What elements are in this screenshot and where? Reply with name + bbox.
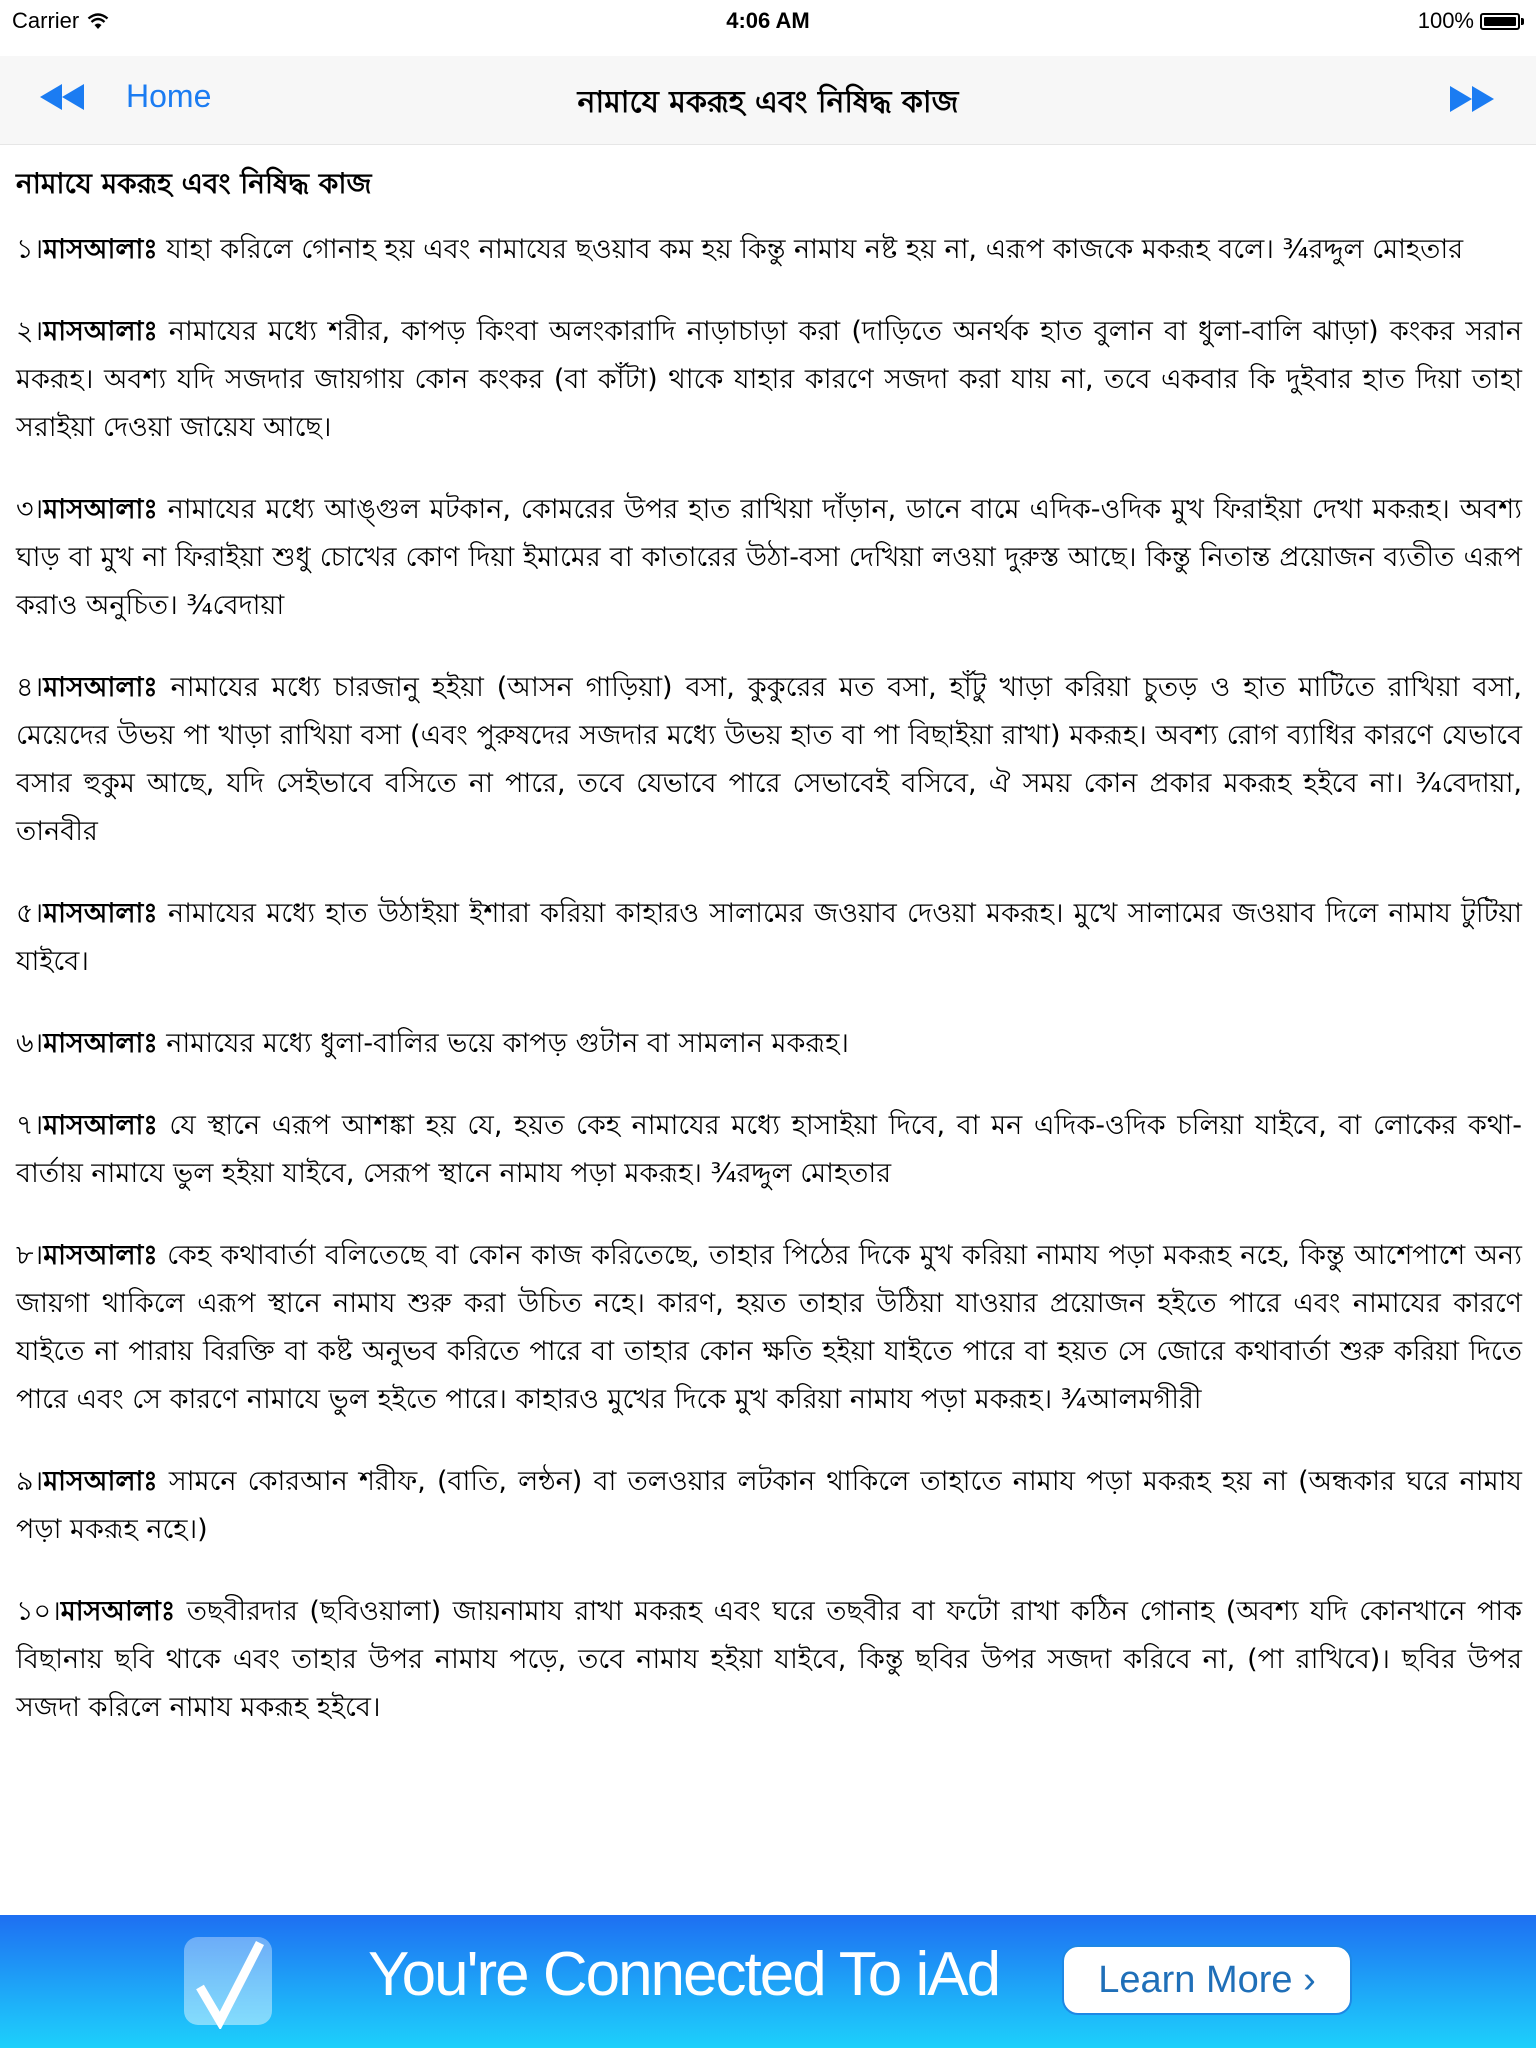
paragraph-number: ৩।	[16, 494, 44, 525]
masala-paragraph	[16, 1102, 1522, 1198]
paragraph-lead: মাসআলাঃ	[43, 898, 158, 929]
masala-paragraph	[16, 486, 1522, 630]
masala-paragraph	[16, 308, 1522, 452]
paragraph-text: কেহ কথাবার্তা বলিতেছে বা কোন কাজ করিতেছে, তাহার পিঠের দিকে মুখ করিয়া নামায পড়া মকরূহ নহে, কিন্তু আশেপাশে অন্য জায়গা থাকিলে এরূপ স্থানে নামায শুরু করা উচিত নহে। কারণ, হয়ত তাহার উঠিয়া যাওয়ার প্রয়োজন হইতে পারে এবং নামাযের কারণে যাইতে না পারায় বিরক্তি বা কষ্ট অনুভব করিতে পারে বা তাহার কোন ক্ষতি হইয়া যাইতে পারে বা হয়ত সে জোরে কথাবার্তা শুরু করিয়া দিতে পারে এবং সে কারণে নামাযে ভুল হইতে পারে। কাহারও মুখের দিকে মুখ করিয়া নামায পড়া মকরূহ। ¾আলমগীরী	[16, 1240, 1522, 1415]
paragraph-lead: মাসআলাঃ	[43, 316, 158, 347]
paragraph-number: ১০।	[16, 1596, 61, 1627]
next-button[interactable]	[1446, 84, 1496, 114]
battery-indicator	[1418, 8, 1524, 34]
status-bar	[0, 0, 1536, 42]
paragraph-lead: মাসআলাঃ	[43, 1240, 158, 1271]
masala-paragraph	[16, 1458, 1522, 1554]
paragraph-number: ৬।	[16, 1028, 44, 1059]
double-chevron-right-icon	[1446, 84, 1496, 114]
paragraph-text: তছবীরদার (ছবিওয়ালা) জায়নামায রাখা মকরূহ এবং ঘরে তছবীর বা ফটো রাখা কঠিন গোনাহ (অবশ্য যদি কোনখানে পাক বিছানায় ছবি থাকে এবং তাহার উপর নামায পড়ে, তবে নামায হইয়া যাইবে, কিন্তু ছবির উপর সজদা করিবে না, (পা রাখিবে)। ছবির উপর সজদা করিলে নামায মকরূহ হইবে।	[16, 1596, 1522, 1723]
article-paragraphs	[16, 226, 1522, 1732]
paragraph-lead: মাসআলাঃ	[43, 1028, 158, 1059]
navigation-bar	[0, 56, 1536, 145]
learn-more-button[interactable]: Learn More ›	[1062, 1945, 1352, 2015]
paragraph-number: ২।	[16, 316, 44, 347]
paragraph-text: নামাযের মধ্যে আঙ্গুল মটকান, কোমরের উপর হাত রাখিয়া দাঁড়ান, ডানে বামে এদিক-ওদিক মুখ ফিরাইয়া দেখা মকরূহ। অবশ্য ঘাড় বা মুখ না ফিরাইয়া শুধু চোখের কোণ দিয়া ইমামের বা কাতারের উঠা-বসা দেখিয়া লওয়া দুরুস্ত আছে। কিন্তু নিতান্ত প্রয়োজন ব্যতীত এরূপ করাও অনুচিত। ¾বেদায়া	[16, 494, 1522, 621]
paragraph-lead: মাসআলাঃ	[43, 672, 158, 703]
paragraph-text: নামাযের মধ্যে হাত উঠাইয়া ইশারা করিয়া কাহারও সালামের জওয়াব দেওয়া মকরূহ। মুখে সালামের জওয়াব দিলে নামায টুটিয়া যাইবে।	[16, 898, 1522, 977]
paragraph-lead: মাসআলাঃ	[43, 1110, 158, 1141]
masala-paragraph	[16, 664, 1522, 856]
carrier-label: Carrier	[12, 8, 80, 33]
page-title: নামাযে মকরূহ এবং নিষিদ্ধ কাজ	[577, 85, 959, 120]
paragraph-lead: মাসআলাঃ	[43, 494, 158, 525]
paragraph-number: ৯।	[16, 1466, 44, 1497]
masala-paragraph	[16, 1588, 1522, 1732]
paragraph-lead: মাসআলাঃ	[60, 1596, 176, 1627]
masala-paragraph	[16, 226, 1522, 274]
paragraph-number: ৪।	[16, 672, 44, 703]
ad-banner[interactable]	[0, 1915, 1536, 2048]
paragraph-lead: মাসআলাঃ	[43, 1466, 158, 1497]
battery-percent: 100%	[1417, 8, 1474, 33]
battery-icon	[1480, 13, 1524, 30]
paragraph-text: সামনে কোরআন শরীফ, (বাতি, লন্ঠন) বা তলওয়ার লটকান থাকিলে তাহাতে নামায পড়া মকরূহ হয় না (অন্ধকার ঘরে নামায পড়া মকরূহ নহে।)	[16, 1466, 1522, 1545]
paragraph-number: ৮।	[16, 1240, 44, 1271]
ad-message: You're Connected To iAd	[368, 1940, 1000, 2009]
paragraph-number: ৫।	[16, 898, 44, 929]
article-content	[16, 150, 1522, 1766]
paragraph-text: নামাযের মধ্যে ধুলা-বালির ভয়ে কাপড় গুটান বা সামলান মকরূহ।	[157, 1028, 849, 1059]
paragraph-text: নামাযের মধ্যে চারজানু হইয়া (আসন গাড়িয়া) বসা, কুকুরের মত বসা, হাঁটু খাড়া করিয়া চুতড় ও হাত মাটিতে রাখিয়া বসা, মেয়েদের উভয় পা খাড়া রাখিয়া বসা (এবং পুরুষদের সজদার মধ্যে উভয় হাত বা পা বিছাইয়া রাখা) মকরূহ। অবশ্য রোগ ব্যাধির কারণে যেভাবে বসার হুকুম আছে, যদি সেইভাবে বসিতে না পারে, তবে যেভাবে পারে সেভাবেই বসিবে, ঐ সময় কোন প্রকার মকরূহ হইবে না। ¾বেদায়া, তানবীর	[16, 672, 1522, 847]
article-heading: নামাযে মকরূহ এবং নিষিদ্ধ কাজ	[16, 167, 372, 200]
home-label: Home	[126, 78, 212, 114]
masala-paragraph	[16, 890, 1522, 986]
paragraph-number: ১।	[16, 234, 44, 265]
paragraph-lead: মাসআলাঃ	[43, 234, 158, 265]
paragraph-text: নামাযের মধ্যে শরীর, কাপড় কিংবা অলংকারাদি নাড়াচাড়া করা (দাড়িতে অনর্থক হাত বুলান বা ধুলা-বালি ঝাড়া) কংকর সরান মকরূহ। অবশ্য যদি সজদার জায়গায় কোন কংকর (বা কাঁটা) থাকে যাহার কারণে সজদা করা যায় না, তবে একবার কি দুইবার হাত দিয়া তাহা সরাইয়া দেওয়া জায়েয আছে।	[16, 316, 1523, 443]
masala-paragraph	[16, 1232, 1522, 1424]
status-time: 4:06 AM	[726, 8, 810, 33]
checkmark-icon	[184, 1937, 272, 2025]
paragraph-text: যাহা করিলে গোনাহ হয় এবং নামাযের ছওয়াব কম হয় কিন্তু নামায নষ্ট হয় না, এরূপ কাজকে মকরূহ বলে। ¾রদ্দুল মোহতার	[157, 234, 1464, 265]
paragraph-number: ৭।	[16, 1110, 44, 1141]
masala-paragraph	[16, 1020, 1522, 1068]
paragraph-text: যে স্থানে এরূপ আশঙ্কা হয় যে, হয়ত কেহ নামাযের মধ্যে হাসাইয়া দিবে, বা মন এদিক-ওদিক চলিয়া যাইবে, বা লোকের কথা-বার্তায় নামাযে ভুল হইয়া যাইবে, সেরূপ স্থানে নামায পড়া মকরূহ। ¾রদ্দুল মোহতার	[16, 1110, 1522, 1189]
